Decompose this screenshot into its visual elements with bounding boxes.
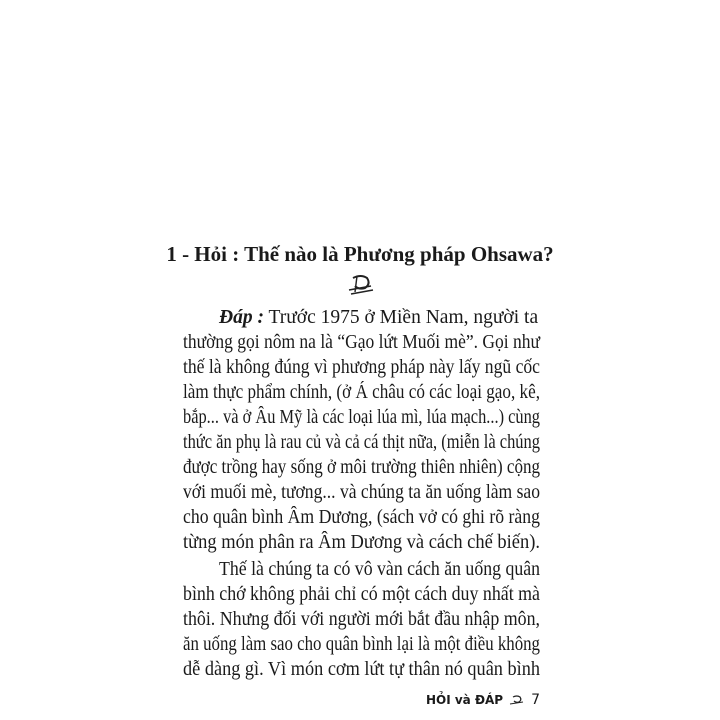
- text-line: [183, 305, 540, 330]
- page-footer: [426, 692, 540, 708]
- ornament-icon: [343, 272, 379, 296]
- paragraph-2: [183, 557, 540, 682]
- ornament-icon: [508, 694, 526, 706]
- text-line: cho quân bình Âm Dương, (sách vở có ghi rõ ràng: [183, 507, 540, 528]
- text-line: được trồng hay sống ở môi trường thiên nhiên) cộng: [183, 457, 540, 478]
- text-line: bình chớ không phải chỉ có một cách duy nhất mà: [183, 584, 540, 605]
- paragraph-answer: [183, 305, 540, 555]
- running-title: HỎI và ĐÁP: [425, 693, 504, 707]
- text-line: ăn uống làm sao cho quân bình lại là một điều không: [183, 634, 540, 655]
- text-line: Thế là chúng ta có vô vàn cách ăn uống quân: [219, 559, 541, 580]
- section-title: 1 - Hỏi : Thế nào là Phương pháp Ohsawa?: [166, 242, 554, 266]
- text-line-content: Trước 1975 ở Miền Nam, người ta: [268, 307, 539, 328]
- text-line: với muối mè, tương... và chúng ta ăn uống làm sao: [183, 482, 540, 503]
- text-line: thế là không đúng vì phương pháp này lấy ngũ cốc: [183, 357, 540, 378]
- text-line: thức ăn phụ là rau củ và cả cá thịt nữa, (miễn là chúng: [183, 432, 541, 453]
- text-line: thôi. Nhưng đối với người mới bắt đầu nhập môn,: [183, 609, 540, 630]
- text-line: dễ dàng gì. Vì món cơm lứt tự thân nó quân bình: [183, 659, 541, 680]
- answer-label: Đáp :: [219, 307, 264, 328]
- text-line: thường gọi nôm na là “Gạo lứt Muối mè”. Gọi như: [183, 332, 540, 353]
- text-line: từng món phân ra Âm Dương và cách chế biến).: [183, 532, 540, 553]
- text-line: bắp... và ở Âu Mỹ là các loại lúa mì, lúa mạch...) cùng: [183, 407, 541, 428]
- page-number: 7: [531, 692, 540, 708]
- text-line: làm thực phẩm chính, (ở Á châu có các loại gạo, kê,: [183, 382, 540, 403]
